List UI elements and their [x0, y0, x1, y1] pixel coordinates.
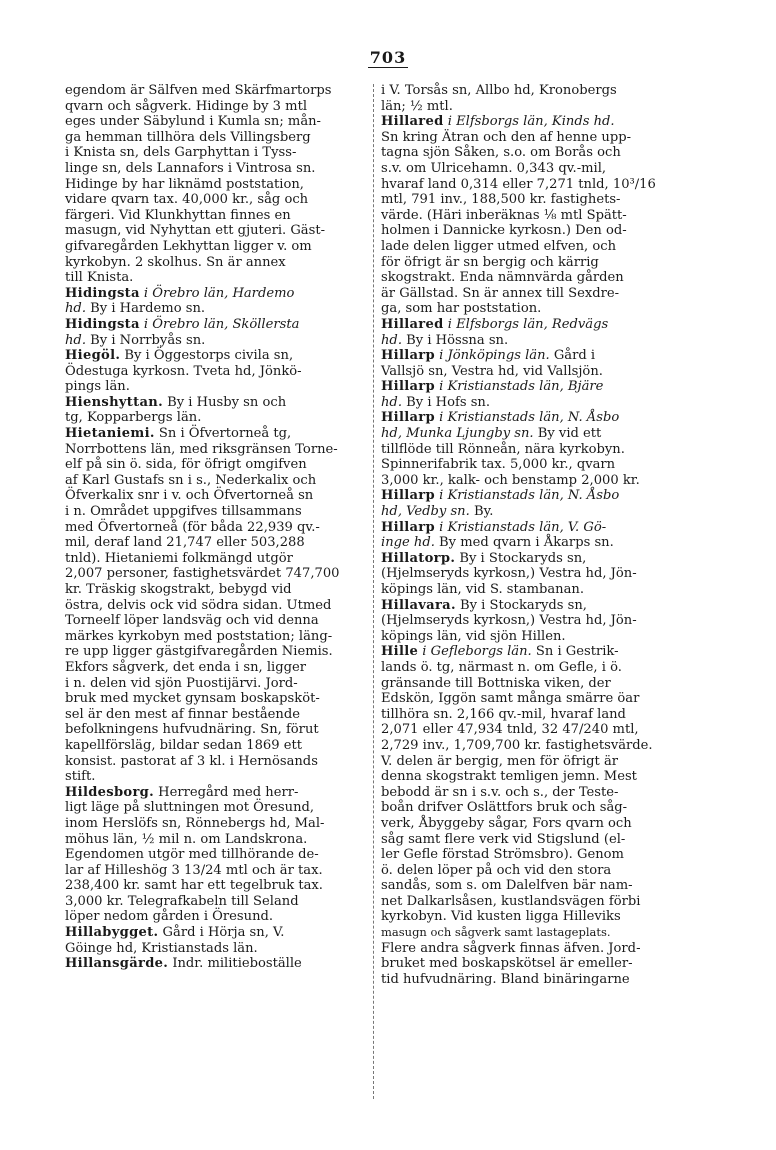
line-text: löper nedom gården i Öresund.	[65, 909, 274, 925]
text-line	[381, 566, 677, 582]
line-text: (Hjelmseryds kyrkosn,) Vestra hd, Jön-	[381, 566, 637, 582]
line-text: By i Stockaryds sn,	[455, 597, 587, 613]
text-line	[65, 317, 361, 333]
text-line	[381, 192, 677, 208]
text-line	[381, 239, 677, 255]
text-line	[65, 488, 361, 504]
text-line	[65, 239, 361, 255]
text-line	[65, 223, 361, 239]
text-line	[65, 255, 361, 271]
entry-location: i Elfsborgs län, Kinds hd.	[443, 114, 615, 130]
line-text: Vallsjö sn, Vestra hd, vid Vallsjön.	[381, 363, 603, 379]
entry-headword: Hillarp	[381, 519, 435, 535]
text-line	[65, 707, 361, 723]
text-line	[65, 847, 361, 863]
line-text: linge sn, dels Lannafors i Vintrosa sn.	[65, 160, 316, 176]
text-line	[381, 941, 677, 957]
text-line	[65, 192, 361, 208]
line-text: holmen i Dannicke kyrkosn.) Den od-	[381, 223, 627, 239]
line-text: i n. Området uppgifves tillsammans	[65, 504, 302, 520]
text-line	[381, 644, 677, 660]
line-text: elf på sin ö. sida, för öfrigt omgifven	[65, 457, 307, 473]
text-line	[381, 364, 677, 380]
line-text: re upp ligger gästgifvaregården Niemis.	[65, 644, 333, 660]
text-line	[65, 473, 361, 489]
text-line	[381, 130, 677, 146]
line-text: sel är den mest af finnar bestående	[65, 706, 300, 722]
line-text: är Gällstad. Sn är annex till Sexdre-	[381, 285, 620, 301]
entry-location: hd.	[65, 301, 86, 317]
text-line	[65, 676, 361, 692]
entry-headword: Hillarp	[381, 488, 435, 504]
text-line	[65, 551, 361, 567]
entry-headword: Hille	[381, 644, 419, 660]
text-line	[381, 676, 677, 692]
entry-headword: Hillarp	[381, 410, 435, 426]
text-line	[65, 925, 361, 941]
line-text: östra, delvis ock vid södra sidan. Utmed	[65, 597, 332, 613]
text-line	[381, 270, 677, 286]
line-text: lade delen ligger utmed elfven, och	[381, 238, 616, 254]
text-line	[65, 598, 361, 614]
text-line	[65, 878, 361, 894]
line-text: By med qvarn i Åkarps sn.	[434, 535, 614, 551]
line-text: tid hufvudnäring. Bland binäringarne	[381, 971, 630, 987]
text-line	[381, 972, 677, 988]
line-text: By vid ett	[533, 426, 602, 442]
line-text: By i Hössna sn.	[401, 332, 509, 348]
entry-location: i Kristianstads län, N. Åsbo	[434, 410, 620, 426]
entry-location: hd.	[381, 332, 402, 348]
line-text: i n. delen vid sjön Puostijärvi. Jord-	[65, 675, 298, 691]
text-line	[381, 301, 677, 317]
line-text: mtl, 791 inv., 188,500 kr. fastighets-	[381, 192, 621, 208]
entry-location: i Kristianstads län, V. Gö-	[434, 519, 607, 535]
entry-headword: Hillabygget.	[65, 925, 159, 941]
text-line	[65, 426, 361, 442]
entry-headword: Hidingsta	[65, 316, 140, 332]
line-text: kyrkobyn. Vid kusten ligga Hilleviks	[381, 909, 621, 925]
entry-location: hd, Vedby sn.	[381, 504, 470, 520]
text-line	[65, 613, 361, 629]
entry-location: hd, Munka Ljungby sn.	[381, 426, 534, 442]
entry-headword: Hillared	[381, 114, 444, 130]
entry-location: i Gefleborgs län.	[418, 644, 532, 660]
line-text: ga hemman tillhöra dels Villingsberg	[65, 129, 311, 145]
entry-headword: Hiegöl.	[65, 348, 121, 364]
entry-location: i Örebro län, Sköllersta	[139, 316, 300, 332]
line-text: län; ½ mtl.	[381, 98, 453, 114]
line-text: lands ö. tg, närmast n. om Gefle, i ö.	[381, 659, 622, 675]
text-line	[381, 691, 677, 707]
text-line	[381, 488, 677, 504]
line-text: Ödestuga kyrkosn. Tveta hd, Jönkö-	[65, 363, 302, 379]
line-text: inom Herslöfs sn, Rönnebergs hd, Mal-	[65, 815, 325, 831]
text-line	[65, 535, 361, 551]
text-line	[381, 847, 677, 863]
line-text: Sn i Öfvertorneå tg,	[154, 426, 292, 442]
line-text: skogstrakt. Enda nämnvärda gården	[381, 270, 624, 286]
line-text: gifvaregården Lekhyttan ligger v. om	[65, 238, 312, 254]
line-text: bruket med boskapskötsel är emeller-	[381, 956, 633, 972]
text-line	[381, 442, 677, 458]
line-text: By i Hardemo sn.	[85, 301, 206, 317]
line-text: tg, Kopparbergs län.	[65, 410, 202, 426]
line-text: tillhöra sn. 2,166 qv.-mil, hvaraf land	[381, 706, 626, 722]
line-text: Göinge hd, Kristianstads län.	[65, 940, 258, 956]
line-text: befolkningens hufvudnäring. Sn, förut	[65, 722, 319, 738]
text-line	[381, 348, 677, 364]
line-text: Spinnerifabrik tax. 5,000 kr., qvarn	[381, 457, 616, 473]
text-line	[65, 348, 361, 364]
text-line	[381, 161, 677, 177]
line-text: boån drifver Oslättfors bruk och såg-	[381, 800, 628, 816]
text-line	[381, 317, 677, 333]
text-line	[65, 301, 361, 317]
entry-headword: Hillatorp.	[381, 550, 456, 566]
line-text: Hidinge by har liknämd poststation,	[65, 176, 304, 192]
text-line	[65, 909, 361, 925]
text-line	[65, 894, 361, 910]
text-line	[65, 644, 361, 660]
text-line	[381, 956, 677, 972]
line-text: i Knista sn, dels Garphyttan i Tyss-	[65, 145, 297, 161]
text-line	[65, 270, 361, 286]
line-text: Indr. militieboställe	[168, 956, 302, 972]
entry-headword: Hienshyttan.	[65, 394, 163, 410]
line-text: V. delen är bergig, men för öfrigt är	[381, 753, 619, 769]
line-text: af Karl Gustafs sn i s., Nederkalix och	[65, 472, 317, 488]
line-text: Sn i Gestrik-	[531, 644, 619, 660]
line-text: pings län.	[65, 379, 130, 395]
line-text: i V. Torsås sn, Allbo hd, Kronobergs	[381, 83, 617, 98]
text-line	[381, 114, 677, 130]
entry-headword: Hildesborg.	[65, 784, 154, 800]
line-text: köpings län, vid S. stambanan.	[381, 582, 585, 597]
text-line	[65, 956, 361, 972]
text-line	[381, 909, 677, 925]
text-line	[65, 379, 361, 395]
text-line	[65, 863, 361, 879]
text-line	[65, 691, 361, 707]
line-text: konsist. pastorat af 3 kl. i Hernösands	[65, 753, 318, 769]
text-line	[381, 582, 677, 598]
line-text: mil, deraf land 21,747 eller 503,288	[65, 535, 305, 551]
entry-location: i Kristianstads län, Bjäre	[434, 379, 604, 395]
line-text: egendom är Sälfven med Skärfmartorps	[65, 83, 332, 98]
text-line	[381, 769, 677, 785]
text-line	[381, 925, 677, 941]
line-text: Edskön, Iggön samt många smärre öar	[381, 691, 640, 707]
entry-headword: Hillarp	[381, 379, 435, 395]
text-line	[381, 286, 677, 302]
line-text: hvaraf land 0,314 eller 7,271 tnld, 10³/16	[381, 176, 656, 192]
line-text: kyrkobyn. 2 skolhus. Sn är annex	[65, 254, 286, 270]
line-text: ler Gefle förstad Strömsbro). Genom	[381, 847, 624, 863]
line-text: Egendomen utgör med tillhörande de-	[65, 847, 319, 863]
line-text: net Dalkarlsåsen, kustlandsvägen förbi	[381, 893, 641, 909]
line-text: tillflöde till Rönneån, nära kyrkobyn.	[381, 441, 625, 457]
line-text: verk, Åbyggeby sågar, Fors qvarn och	[381, 815, 632, 831]
text-line	[381, 395, 677, 411]
text-line	[65, 364, 361, 380]
page-number: 703	[369, 48, 407, 67]
text-line	[381, 894, 677, 910]
right-column	[381, 83, 677, 987]
entry-headword: Hietaniemi.	[65, 426, 155, 442]
text-line	[381, 208, 677, 224]
line-text: Gård i	[549, 348, 596, 364]
line-text: masugn, vid Nyhyttan ett gjuteri. Gäst-	[65, 223, 326, 239]
text-line	[381, 223, 677, 239]
text-line	[381, 832, 677, 848]
column-divider	[373, 84, 374, 1099]
text-line	[65, 660, 361, 676]
line-text: ga, som har poststation.	[381, 301, 542, 317]
line-text: märkes kyrkobyn med poststation; läng-	[65, 628, 333, 644]
line-text: 3,000 kr. Telegrafkabeln till Seland	[65, 893, 299, 909]
text-line	[65, 410, 361, 426]
entry-location: inge hd.	[381, 535, 435, 551]
text-line	[381, 816, 677, 832]
text-line	[381, 177, 677, 193]
line-text: 2,007 personer, fastighetsvärdet 747,700	[65, 566, 340, 582]
text-line	[381, 520, 677, 536]
line-text: bebodd är sn i s.v. och s., der Teste-	[381, 784, 619, 800]
text-line	[381, 99, 677, 115]
line-text: för öfrigt är sn bergig och kärrig	[381, 254, 599, 270]
text-line	[381, 83, 677, 99]
text-line	[381, 863, 677, 879]
text-line	[381, 660, 677, 676]
text-line	[381, 598, 677, 614]
line-text: 238,400 kr. samt har ett tegelbruk tax.	[65, 878, 323, 894]
entry-location: hd.	[65, 332, 86, 348]
text-line	[65, 629, 361, 645]
line-text: 2,071 eller 47,934 tnld, 32 47/240 mtl,	[381, 722, 639, 738]
text-line	[65, 177, 361, 193]
text-line	[65, 442, 361, 458]
text-line	[381, 613, 677, 629]
line-text: köpings län, vid sjön Hillen.	[381, 628, 566, 644]
text-line	[381, 426, 677, 442]
line-text: värde. (Häri inberäknas ⅛ mtl Spätt-	[381, 207, 627, 223]
line-text: By.	[469, 504, 494, 520]
line-text: Öfverkalix snr i v. och Öfvertorneå sn	[65, 488, 314, 504]
line-text: kr. Träskig skogstrakt, bebygd vid	[65, 582, 292, 597]
left-column	[65, 83, 361, 972]
line-text: Gård i Hörja sn, V.	[158, 925, 285, 941]
text-line	[65, 816, 361, 832]
text-line	[65, 457, 361, 473]
line-text: ö. delen löper på och vid den stora	[381, 862, 612, 878]
line-text: By i Husby sn och	[162, 394, 287, 410]
text-line	[65, 800, 361, 816]
line-text: möhus län, ½ mil n. om Landskrona.	[65, 831, 308, 847]
text-line	[65, 785, 361, 801]
line-text: stift.	[65, 769, 96, 785]
text-line	[65, 286, 361, 302]
line-text: Sn kring Ätran och den af henne upp-	[381, 129, 632, 145]
entry-headword: Hillavara.	[381, 597, 456, 613]
line-text: till Knista.	[65, 270, 134, 286]
text-line	[65, 832, 361, 848]
line-text: vidare qvarn tax. 40,000 kr., såg och	[65, 192, 309, 208]
entry-location: i Jönköpings län.	[434, 348, 550, 364]
text-line	[65, 769, 361, 785]
line-text: Herregård med herr-	[153, 784, 299, 800]
line-text: By i Stockaryds sn,	[455, 550, 587, 566]
line-text: Torneelf löper landsväg och vid denna	[65, 613, 319, 629]
text-line	[65, 161, 361, 177]
text-line	[381, 707, 677, 723]
entry-headword: Hillarp	[381, 348, 435, 364]
text-line	[65, 566, 361, 582]
text-line	[65, 941, 361, 957]
text-line	[381, 457, 677, 473]
text-line	[381, 255, 677, 271]
text-line	[381, 754, 677, 770]
line-text: Norrbottens län, med riksgränsen Torne-	[65, 441, 338, 457]
text-line	[381, 333, 677, 349]
text-line	[65, 582, 361, 598]
text-line	[65, 333, 361, 349]
line-text: 3,000 kr., kalk- och benstamp 2,000 kr.	[381, 472, 640, 488]
entry-headword: Hillared	[381, 316, 444, 332]
line-text: Ekfors sågverk, det enda i sn, ligger	[65, 659, 306, 675]
line-text: såg samt flere verk vid Stigslund (el-	[381, 831, 626, 847]
line-text: ligt läge på sluttningen mot Öresund,	[65, 800, 315, 816]
line-text: eges under Säbylund i Kumla sn; mån-	[65, 114, 321, 130]
entry-location: i Kristianstads län, N. Åsbo	[434, 488, 620, 504]
line-text: med Öfvertorneå (för båda 22,939 qv.-	[65, 519, 320, 535]
text-line	[65, 99, 361, 115]
line-text: (Hjelmseryds kyrkosn,) Vestra hd, Jön-	[381, 613, 637, 629]
line-text: tnld). Hietaniemi folkmängd utgör	[65, 550, 293, 566]
line-text: By i Öggestorps civila sn,	[120, 348, 294, 364]
line-text: By i Hofs sn.	[401, 394, 491, 410]
text-line	[65, 738, 361, 754]
line-text: 2,729 inv., 1,709,700 kr. fastighetsvärde.	[381, 737, 653, 753]
entry-headword: Hillansgärde.	[65, 956, 169, 972]
line-text: sandås, som s. om Dalelfven bär nam-	[381, 878, 633, 894]
text-line	[65, 754, 361, 770]
text-line	[381, 410, 677, 426]
text-line	[65, 208, 361, 224]
text-line	[65, 130, 361, 146]
entry-location: hd.	[381, 394, 402, 410]
text-line	[381, 629, 677, 645]
text-line	[381, 504, 677, 520]
text-line	[381, 379, 677, 395]
line-text: masugn och sågverk samt lastageplats.	[381, 925, 611, 940]
text-line	[65, 145, 361, 161]
entry-headword: Hidingsta	[65, 285, 140, 301]
line-text: qvarn och sågverk. Hidinge by 3 mtl	[65, 98, 308, 114]
text-line	[381, 878, 677, 894]
text-line	[381, 551, 677, 567]
text-line	[381, 535, 677, 551]
entry-location: i Örebro län, Hardemo	[139, 285, 295, 301]
text-line	[65, 114, 361, 130]
line-text: s.v. om Ulricehamn. 0,343 qv.-mil,	[381, 160, 607, 176]
line-text: denna skogstrakt temligen jemn. Mest	[381, 769, 637, 785]
text-line	[381, 473, 677, 489]
entry-location: i Elfsborgs län, Redvägs	[443, 316, 609, 332]
text-line	[381, 722, 677, 738]
line-text: Flere andra sågverk finnas äfven. Jord-	[381, 940, 641, 956]
text-line	[381, 738, 677, 754]
text-line	[381, 785, 677, 801]
text-line	[65, 504, 361, 520]
line-text: bruk med mycket gynsam boskapsköt-	[65, 691, 320, 707]
text-line	[65, 395, 361, 411]
line-text: kapellförsläg, bildar sedan 1869 ett	[65, 737, 303, 753]
line-text: lar af Hilleshög 3 13/24 mtl och är tax.	[65, 862, 323, 878]
text-line	[65, 520, 361, 536]
text-line	[65, 83, 361, 99]
line-text: färgeri. Vid Klunkhyttan finnes en	[65, 207, 291, 223]
text-line	[381, 145, 677, 161]
line-text: gränsande till Bottniska viken, der	[381, 675, 611, 691]
text-line	[381, 800, 677, 816]
line-text: tagna sjön Såken, s.o. om Borås och	[381, 145, 621, 161]
line-text: By i Norrbyås sn.	[85, 332, 206, 348]
text-line	[65, 722, 361, 738]
